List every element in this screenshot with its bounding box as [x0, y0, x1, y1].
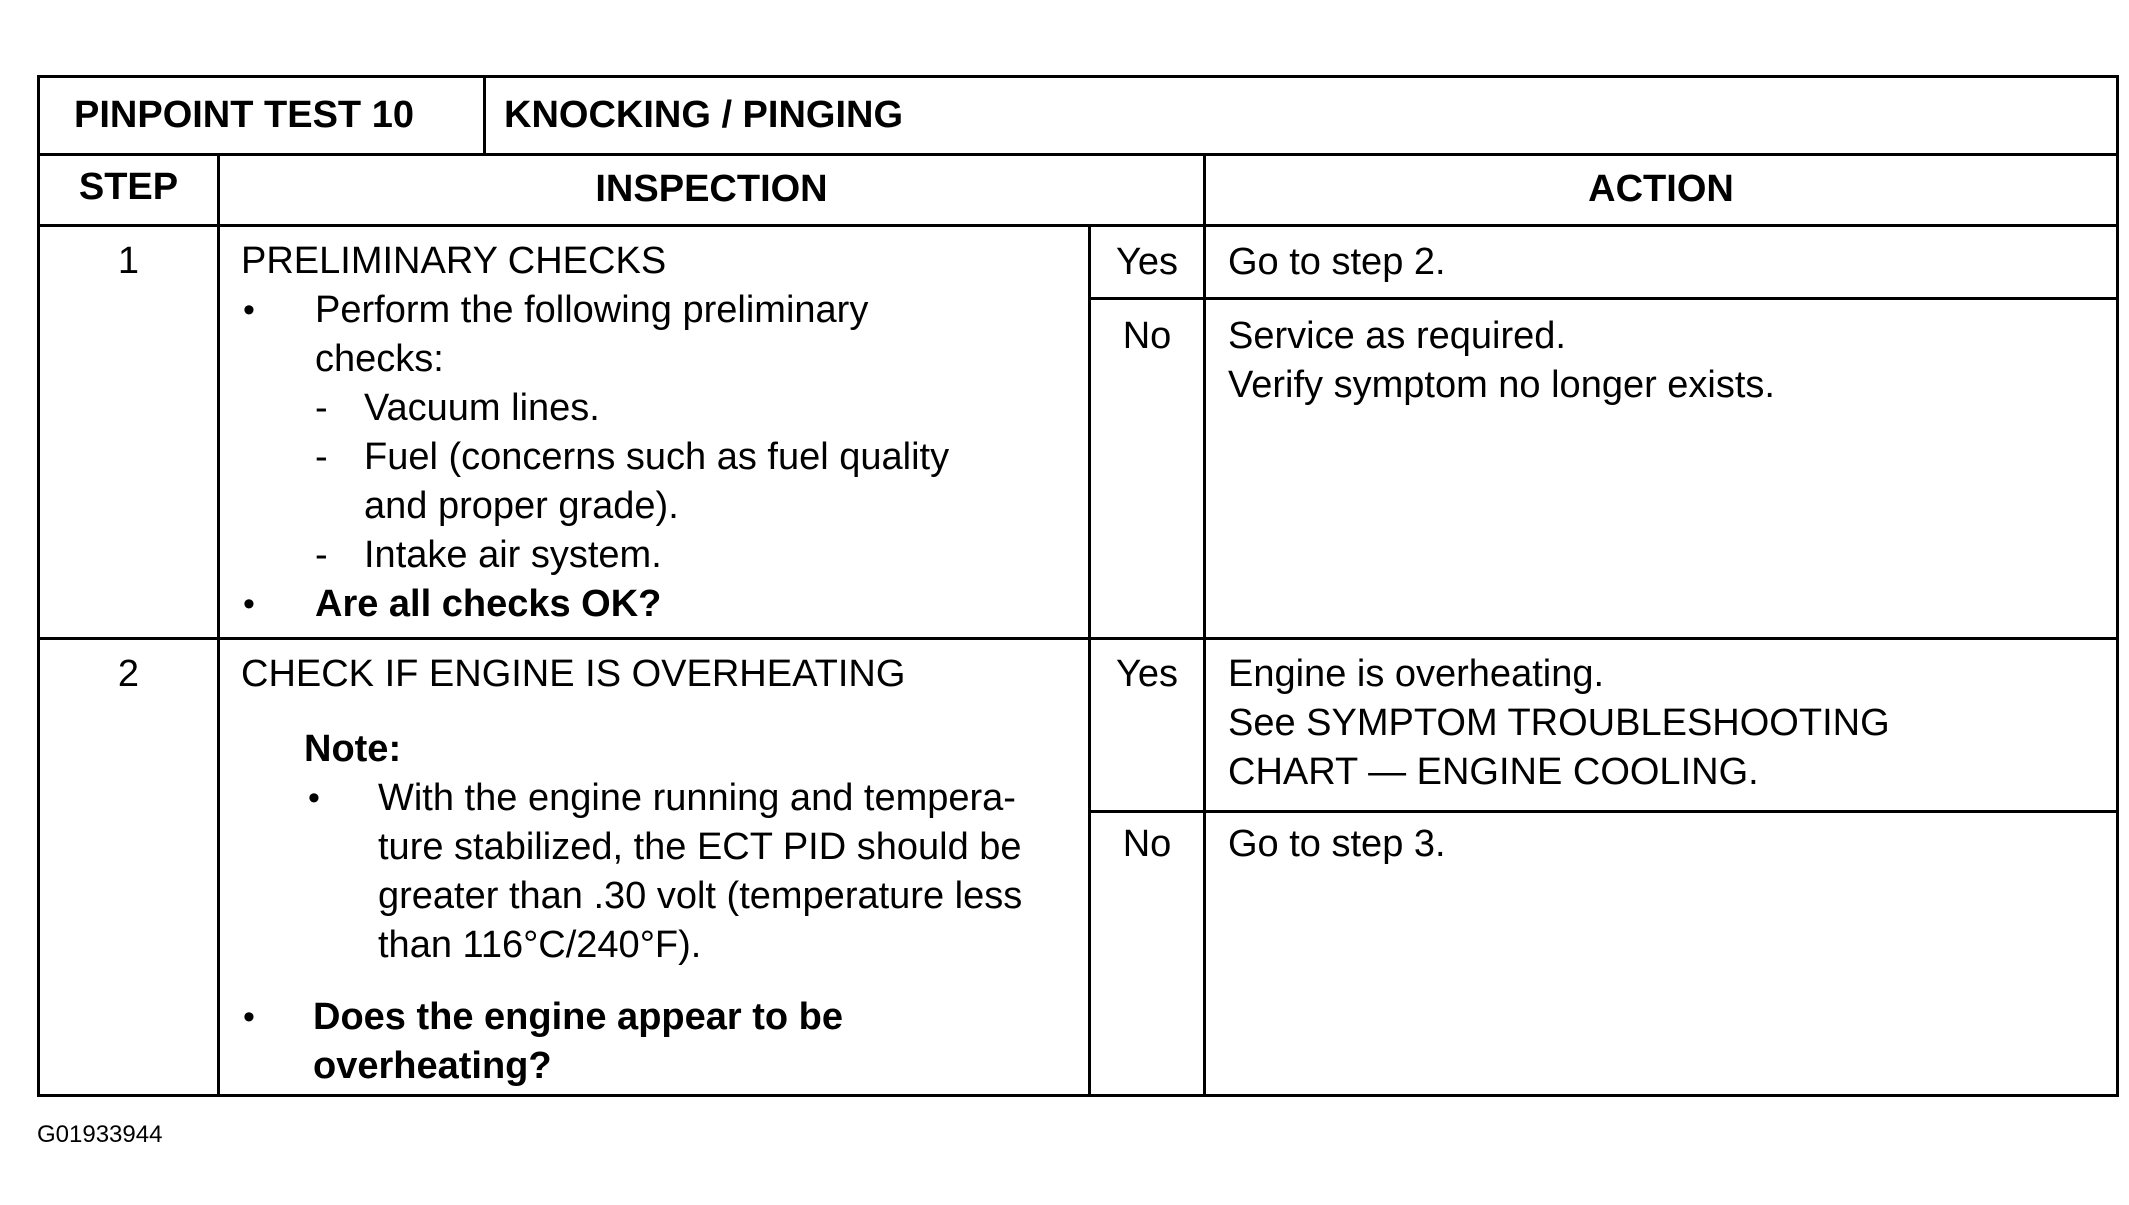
header-row-divider-left — [37, 224, 217, 227]
header-action: ACTION — [1588, 168, 1734, 210]
step-1-sub1: Vacuum lines. — [364, 387, 600, 429]
test-label: PINPOINT TEST 10 — [74, 94, 414, 136]
dash-marker: - — [315, 387, 328, 429]
step-1-bullet-line1: Perform the following preliminary — [315, 289, 869, 331]
step-1-yes-label: Yes — [1116, 241, 1178, 283]
title-col-divider — [483, 75, 486, 155]
step-col-divider — [217, 153, 220, 1097]
step-2-yes-action-line2: See SYMPTOM TROUBLESHOOTING — [1228, 702, 1890, 744]
action-col-divider — [1203, 153, 1206, 1097]
header-row-divider — [217, 224, 2119, 227]
dash-marker: - — [315, 436, 328, 478]
step-1-bullet-line2: checks: — [315, 338, 444, 380]
step-2-note-line2: ture stabilized, the ECT PID should be — [378, 826, 1022, 868]
dash-marker: - — [315, 534, 328, 576]
step2-yes-no-divider — [1088, 810, 2119, 813]
step-1-title: PRELIMINARY CHECKS — [241, 240, 667, 282]
step-2-no-label: No — [1122, 823, 1172, 865]
header-inspection: INSPECTION — [595, 168, 828, 210]
test-title: KNOCKING / PINGING — [504, 94, 904, 136]
step-2-title: CHECK IF ENGINE IS OVERHEATING — [241, 653, 906, 695]
step-2-number: 2 — [117, 653, 140, 695]
header-step: STEP — [78, 166, 179, 208]
step-1-question: Are all checks OK? — [315, 583, 662, 625]
step-2-question-line1: Does the engine appear to be — [313, 996, 843, 1038]
step-1-yes-action: Go to step 2. — [1228, 241, 1446, 283]
step-1-no-action-line1: Service as required. — [1228, 315, 1566, 357]
step-2-note-label: Note: — [304, 728, 402, 770]
step-2-note-line1: With the engine running and tempera- — [378, 777, 1016, 819]
step-2-yes-action-line3: CHART — ENGINE COOLING. — [1228, 751, 1759, 793]
step-2-note-line3: greater than .30 volt (temperature less — [378, 875, 1023, 917]
step1-yes-no-divider — [1088, 297, 2119, 300]
step-2-no-action: Go to step 3. — [1228, 823, 1446, 865]
bullet-icon: • — [243, 998, 255, 1036]
bullet-icon: • — [243, 585, 255, 623]
step-1-number: 1 — [117, 240, 140, 282]
step-2-yes-label: Yes — [1116, 653, 1178, 695]
step-1-sub2-line1: Fuel (concerns such as fuel quality — [364, 436, 950, 478]
title-row-divider — [37, 153, 2119, 156]
step-1-no-action-line2: Verify symptom no longer exists. — [1228, 364, 1775, 406]
bullet-icon: • — [308, 779, 320, 817]
step-2-yes-action-line1: Engine is overheating. — [1228, 653, 1605, 695]
step-1-sub2-line2: and proper grade). — [364, 485, 679, 527]
step-2-question-line2: overheating? — [313, 1045, 552, 1087]
step-1-sub3: Intake air system. — [364, 534, 662, 576]
step-2-note-line4: than 116°C/240°F). — [378, 924, 702, 966]
step-divider — [37, 637, 2119, 640]
bullet-icon: • — [243, 291, 255, 329]
figure-code: G01933944 — [37, 1121, 163, 1148]
step-1-no-label: No — [1122, 315, 1172, 357]
